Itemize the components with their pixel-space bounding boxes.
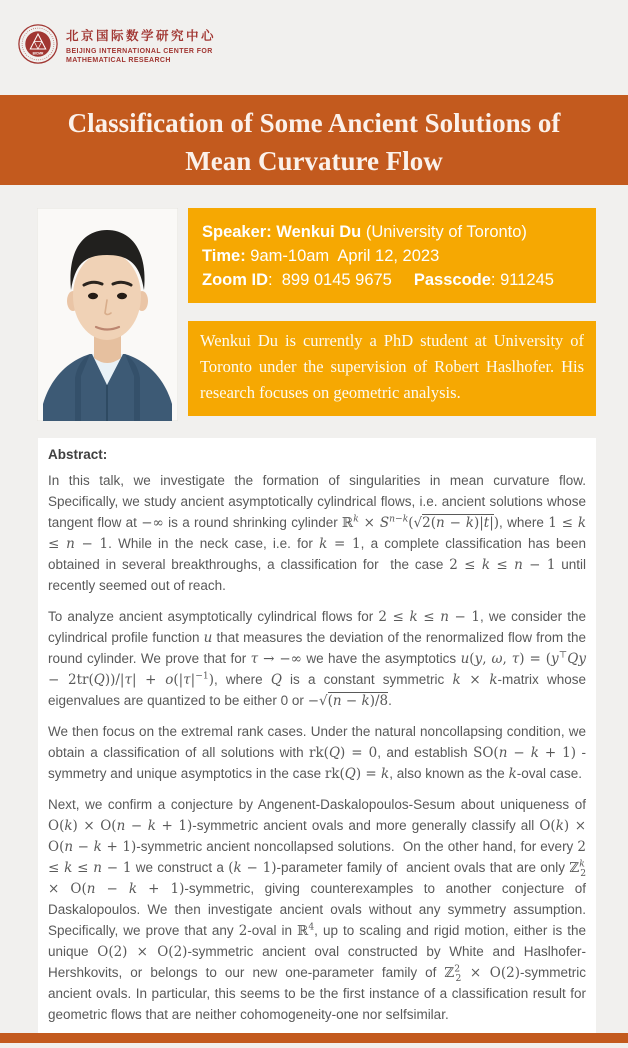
talk-title-line1: Classification of Some Ancient Solutions of <box>67 108 561 138</box>
org-name-en-line2: MATHEMATICAL RESEARCH <box>66 57 171 64</box>
speaker-label: Speaker: <box>202 223 272 241</box>
time-line <box>202 244 582 268</box>
speaker-photo <box>37 208 178 421</box>
speaker-info-column <box>188 208 596 421</box>
org-name-cn: 北京国际数学研究中心 <box>66 29 217 43</box>
talk-title-band <box>0 95 628 185</box>
speaker-name: Wenkui Du <box>271 223 366 241</box>
speaker-bio-box: Wenkui Du is currently a PhD student at University of Toronto under the supervision of Robert Haslhofer. His research focuses on geometric analysis. <box>188 321 596 416</box>
speaker-section <box>37 208 596 421</box>
passcode-value: : 911245 <box>490 271 554 289</box>
abstract-paragraph-3: We then focus on the extremal rank cases. Under the natural noncollapsing condition, we obtain a classification of all solutions with rk(Q) = 0, and establish SO(n − k + 1) -symmetry and unique asymptotics in the case rk(Q) = k, also known as the k-oval case. <box>48 724 586 782</box>
zoom-id-value: : 899 0145 9675 <box>268 271 392 289</box>
header <box>0 0 628 95</box>
org-name-block <box>66 24 216 65</box>
speaker-details-box <box>188 208 596 303</box>
footer-accent-bar <box>0 1033 628 1043</box>
passcode-label: Passcode <box>413 271 491 289</box>
speaker-affiliation: (University of Toronto) <box>365 223 527 241</box>
abstract-paragraph-2: To analyze ancient asymptotically cylindrical flows for 2 ≤ k ≤ n − 1, we consider the cylindrical profile function u that measures the deviation of the renormalized flow from the round cylinder. We prove that for τ → −∞ we have the asymptotics u(y, ω, $\tau) = (y^⊤Qy - 2tr(Q))/|\tau| + o(|\tau|^{-1})$, where Q is a constant symmetric k × k-matrix whose eigenvalues are quantized to be either 0 or −√(n − k)/8. <box>48 609 587 709</box>
zoom-id-label: Zoom ID <box>202 271 268 289</box>
talk-title-line2: Mean Curvature Flow <box>185 146 443 176</box>
logo-text: BICMR <box>32 51 44 56</box>
speaker-line <box>202 220 582 244</box>
zoom-line <box>202 268 582 292</box>
time-value: 9am-10am April 12, 2023 <box>245 247 440 265</box>
time-label: Time: <box>202 247 246 265</box>
bicmr-seal-logo <box>18 24 58 64</box>
abstract-card <box>38 438 596 1033</box>
abstract-paragraph-1: In this talk, we investigate the formation of singularities in mean curvature flow. Specifically, we study ancient asymptotically cylindrical flows, i.e. ancient solutions whose tangent flow at −∞ is a round shrinking cylinder ℝ$^k$ × $S^{n-k}(√2(n - k)|t|)$, where 1 ≤ k ≤ n − 1. While in the neck case, i.e. for k = 1, a complete classification has been obtained in several breakthroughs, a classification for the case 2 ≤ k ≤ n − 1 until recently seemed out of reach. <box>48 473 587 593</box>
org-name-en-line1: BEIJING INTERNATIONAL CENTER FOR <box>66 48 213 55</box>
abstract-paragraph-4: Next, we confirm a conjecture by Angenent-Daskalopoulos-Sesum about uniqueness of O(k) × O(n − k + 1)-symmetric ancient ovals and more generally classify all O(k) × O(n − k + 1)-symmetric ancient noncollapsed solutions. On the other hand, for every 2 ≤ k ≤ n − 1 we construct a (k − 1)-parameter family of ancient ovals that are only ℤ$^k_2$ × O(n − k + 1)-symmetric, giving counterexamples to another conjecture of Daskalopoulos. We then investigate ancient ovals without any symmetry assumption. Specifically, we prove that any 2-oval in ℝ$^4$, up to scaling and rigid motion, either is the unique O(2) × O(2)-symmetric ancient oval constructed by White and Haslhofer-Hershkovits, or belongs to our new one-parameter family of ℤ$^2_2$ × O(2)-symmetric ancient ovals. In particular, this seems to be the first instance of a classification result for geometric flows that are neither cohomogeneity-one nor selfsimilar. <box>48 797 587 1022</box>
abstract-label: Abstract: <box>48 447 108 462</box>
